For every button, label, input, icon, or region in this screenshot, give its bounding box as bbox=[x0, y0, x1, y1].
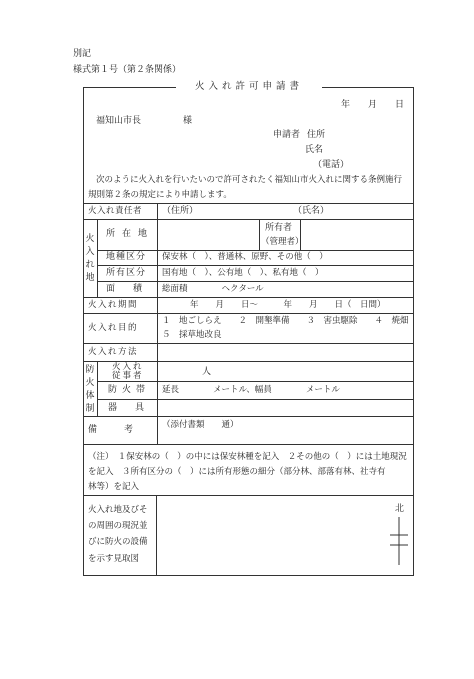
map-label-line-3: びに防火の設備 bbox=[88, 537, 148, 547]
rule-land-type bbox=[97, 265, 414, 266]
addressee-honorific: 様 bbox=[183, 116, 193, 126]
rule-area bbox=[83, 297, 414, 298]
fire-system-vertical-label: 防火体制 bbox=[85, 365, 95, 414]
rule-ownership bbox=[97, 281, 414, 282]
map-label-line-2: の周囲の現況並 bbox=[88, 521, 148, 531]
address-label: 住所 bbox=[307, 130, 326, 140]
ownership-label: 所有区分 bbox=[106, 268, 147, 278]
applicant-label: 申請者 bbox=[273, 130, 301, 140]
rule-purpose bbox=[83, 343, 414, 344]
site-vertical-label: 火入れ地 bbox=[85, 234, 95, 283]
note-line-1: （注） １保安林の（ ）の中には保安林種を記入 ２その他の（ ）には土地現況 bbox=[88, 452, 407, 462]
location-label: 所在地 bbox=[106, 229, 155, 239]
period-label: 火入れ期間 bbox=[88, 300, 139, 310]
phone-label: （電話） bbox=[313, 160, 350, 170]
north-label: 北 bbox=[395, 504, 405, 514]
map-label-line-4: を示す見取図 bbox=[88, 554, 140, 564]
period-value: 年 月 日～ 年 月 日（ 日間） bbox=[190, 300, 386, 310]
date-line: 年 月 日 bbox=[341, 100, 405, 110]
purpose-label: 火入れ目的 bbox=[88, 323, 139, 333]
workers-label: 火入れ bbox=[112, 362, 144, 372]
form-title: 火入れ許可申請書 bbox=[176, 81, 322, 93]
rule-note bbox=[83, 495, 414, 496]
method-label: 火入れ方法 bbox=[88, 347, 139, 357]
rule-firebreak bbox=[97, 399, 414, 400]
intro-line-2: 規則第２条の規定により申請します。 bbox=[88, 190, 232, 200]
note-line-2: を記入 ３所有区分の（ ）には所有形態の細分（部分林、部落有林、社寺有 bbox=[88, 467, 386, 477]
responsible-name: （氏名） bbox=[293, 206, 330, 216]
workers-value: 人 bbox=[202, 367, 212, 377]
workers-label-2: 従事者 bbox=[112, 371, 144, 381]
tools-label: 器 具 bbox=[108, 403, 145, 413]
remarks-value: （添付書類 通） bbox=[162, 420, 239, 430]
remarks-label: 備 考 bbox=[88, 425, 137, 435]
rule-location bbox=[97, 250, 414, 251]
vrule-owner-left bbox=[259, 219, 260, 250]
responsible-address: （住所） bbox=[162, 206, 199, 216]
vrule-map bbox=[156, 495, 157, 576]
ownership-value: 国有地（ ）、公有地（ ）、私有地（ ） bbox=[162, 268, 324, 278]
firebreak-label: 防火帯 bbox=[108, 385, 151, 395]
intro-line-1: 次のように火入れを行いたいので許可されたく福知山市火入れに関する条例施行 bbox=[96, 175, 403, 185]
rule-remarks bbox=[83, 444, 414, 445]
area-label: 面 積 bbox=[106, 284, 143, 294]
purpose-line-2: ５ 採草地改良 bbox=[162, 330, 222, 340]
vrule-site bbox=[97, 219, 98, 297]
rule-period bbox=[83, 313, 414, 314]
rule-fire-system bbox=[83, 416, 414, 417]
addressee-city: 福知山市長 bbox=[96, 116, 142, 126]
owner-label: 所有者 bbox=[265, 223, 293, 233]
rule-responsible bbox=[83, 219, 414, 220]
north-arrow-icon bbox=[388, 515, 410, 567]
land-type-value: 保安林（ ）、普通林、原野、その他（ ） bbox=[162, 252, 328, 262]
purpose-line-1: １ 地ごしらえ ２ 開墾準備 ３ 害虫駆除 ４ 焼畑 bbox=[162, 316, 409, 326]
map-label-line-1: 火入れ地及びそ bbox=[88, 505, 148, 515]
rule-workers bbox=[97, 381, 414, 382]
vrule-fire-system bbox=[97, 361, 98, 416]
land-type-label: 地種区分 bbox=[106, 252, 147, 262]
form-number: 様式第１号（第２条関係） bbox=[73, 65, 182, 75]
rule-top-block bbox=[83, 203, 414, 204]
name-label: 氏名 bbox=[305, 145, 324, 155]
area-value: 総面積 ヘクタール bbox=[162, 284, 264, 294]
vrule-labels bbox=[157, 203, 158, 444]
firebreak-value: 延長 メートル、幅員 メートル bbox=[162, 385, 340, 395]
responsible-label: 火入れ責任者 bbox=[88, 206, 143, 216]
betsu-label: 別記 bbox=[73, 49, 92, 59]
owner-manager-label: （管理者） bbox=[261, 237, 304, 247]
note-line-3: 林等）を記入 bbox=[88, 482, 140, 492]
